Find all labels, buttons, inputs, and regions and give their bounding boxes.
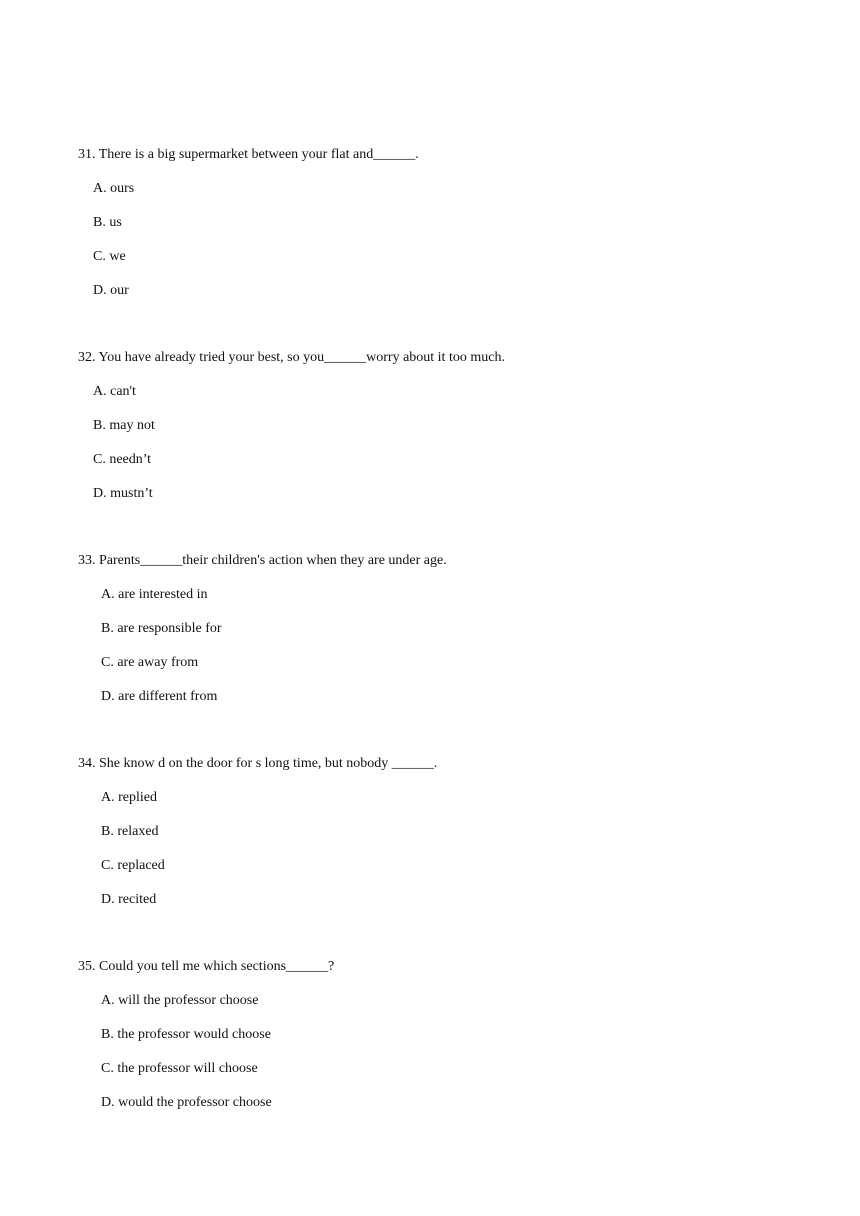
option-c: C. needn’t <box>93 452 152 467</box>
question-stem: 35. Could you tell me which sections______? <box>78 959 335 974</box>
option-a: A. will the professor choose <box>101 993 259 1008</box>
option-c: C. the professor will choose <box>101 1061 258 1076</box>
option-list <box>78 179 798 301</box>
option-b: B. are responsible for <box>101 621 222 636</box>
option-a: A. replied <box>101 790 157 805</box>
question-31 <box>78 145 798 301</box>
option-d: D. are different from <box>101 689 218 704</box>
option-list <box>78 788 798 910</box>
question-34 <box>78 754 798 910</box>
option-d: D. would the professor choose <box>101 1095 272 1110</box>
option-a: A. can't <box>93 384 136 399</box>
option-b: B. the professor would choose <box>101 1027 271 1042</box>
option-list <box>78 991 798 1113</box>
option-list <box>78 382 798 504</box>
question-35 <box>78 957 798 1113</box>
question-stem: 32. You have already tried your best, so you______worry about it too much. <box>78 350 505 365</box>
option-b: B. us <box>93 215 122 230</box>
question-32 <box>78 348 798 504</box>
option-a: A. are interested in <box>101 587 208 602</box>
option-c: C. are away from <box>101 655 199 670</box>
option-d: D. our <box>93 283 129 298</box>
option-d: D. mustn’t <box>93 486 153 501</box>
option-d: D. recited <box>101 892 157 907</box>
question-stem: 33. Parents______their children's action when they are under age. <box>78 553 447 568</box>
question-stem: 31. There is a big supermarket between your flat and______. <box>78 147 419 162</box>
option-c: C. replaced <box>101 858 165 873</box>
option-a: A. ours <box>93 181 135 196</box>
question-stem: 34. She know d on the door for s long time, but nobody ______. <box>78 756 438 771</box>
option-list <box>78 585 798 707</box>
option-b: B. may not <box>93 418 155 433</box>
option-b: B. relaxed <box>101 824 159 839</box>
option-c: C. we <box>93 249 126 264</box>
question-33 <box>78 551 798 707</box>
